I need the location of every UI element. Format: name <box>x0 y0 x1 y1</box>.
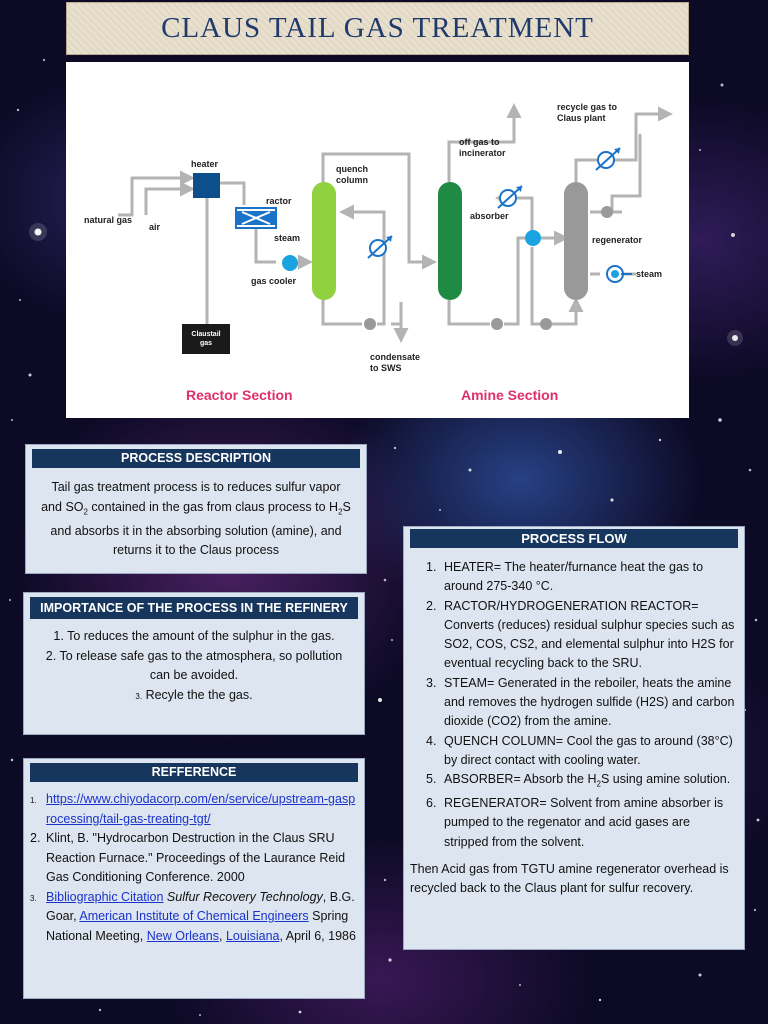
label-amine-section: Amine Section <box>461 387 559 403</box>
absorber-column <box>438 182 462 300</box>
label-gas-cooler: gas cooler <box>251 276 297 286</box>
label-condensate-1: condensate <box>370 352 421 362</box>
process-description-heading: PROCESS DESCRIPTION <box>32 449 360 468</box>
reboiler <box>607 266 632 282</box>
quench-column <box>312 182 336 300</box>
list-item: 2. Klint, B. "Hydrocarbon Destruction in the Claus SRU Reaction Furnace." Proceedings of the Laurance Reid Gas Conditioning Conference. 2000 <box>30 831 346 884</box>
lean-rich-exchanger <box>525 230 541 246</box>
list-item: 6. REGENERATOR= Solvent from amine absorber is pumped to the regenator and acid gases are stripped from the solvent. <box>426 796 724 849</box>
reflux-pump <box>601 206 613 218</box>
label-off-gas-2: incinerator <box>459 148 506 158</box>
reference-list <box>24 782 364 946</box>
label-reactor: ractor <box>266 196 292 206</box>
title-banner <box>66 2 689 55</box>
regenerator-column <box>564 182 588 300</box>
label-off-gas-1: off gas to <box>459 137 500 147</box>
list-item: 1. To reduces the amount of the sulphur in the gas. <box>53 629 335 643</box>
reference-panel <box>23 758 365 999</box>
reactor-unit <box>236 208 276 228</box>
list-item: 2. To release safe gas to the atmosphera, so pollution can be avoided. <box>45 648 343 682</box>
label-steam: steam <box>274 233 301 243</box>
label-absorber: absorber <box>470 211 509 221</box>
list-item: 3. Recyle the the gas. <box>135 687 253 702</box>
citation-link[interactable]: Bibliographic Citation <box>46 889 164 904</box>
quench-heat-exchanger <box>368 236 392 258</box>
label-quench-2: column <box>336 175 369 185</box>
label-air: air <box>149 222 161 232</box>
claus-tail-gas-box <box>182 324 230 354</box>
list-item: 4. QUENCH COLUMN= Cool the gas to around (38°C) by direct contact with cooling water. <box>426 733 733 767</box>
process-flow-heading: PROCESS FLOW <box>410 529 738 548</box>
label-regenerator: regenerator <box>592 235 643 245</box>
list-item: 3. STEAM= Generated in the reboiler, heats the amine and removes the hydrogen sulfide (H2S) and carbon dioxide (CO2) from the amine. <box>426 675 735 729</box>
process-description-text <box>26 468 366 571</box>
importance-list <box>24 619 364 706</box>
new-orleans-link[interactable]: New Orleans <box>146 928 220 943</box>
label-steam-2: steam <box>636 269 663 279</box>
reference-link-chiyoda[interactable]: https://www.chiyodacorp.com/en/service/upstream-gasprocessing/tail-gas-treating-tgt/ <box>46 792 356 826</box>
label-heater: heater <box>191 159 219 169</box>
page-title: CLAUS TAIL GAS TREATMENT <box>161 12 594 44</box>
label-recycle-1: recycle gas to <box>557 102 618 112</box>
label-condensate-2: to SWS <box>370 363 402 373</box>
process-flow-diagram <box>66 62 689 418</box>
list-item: 3. Bibliographic Citation Sulfur Recovery Technology, B.G. Goar, American Institute of Chemical Engineers Spring National Meeting, New Orleans, Louisiana, April 6, 1986 <box>30 889 356 943</box>
process-flow-list <box>404 548 744 852</box>
desc-line-2: and $SO_2$ contained in the gas from claus process to $H_2S$ <box>41 499 351 516</box>
importance-panel <box>23 592 365 735</box>
label-claus-tail-gas-1: Claustail <box>191 331 221 338</box>
list-item: 5. ABSORBER= Absorb the $H_2S$ using amine solution. <box>426 772 731 789</box>
label-claus-tail-gas-2: gas <box>199 340 213 347</box>
list-item: 1. https://www.chiyodacorp.com/en/service/upstream-gasprocessing/tail-gas-treating-tgt/ <box>30 792 356 826</box>
label-natural-gas: natural gas <box>84 215 133 225</box>
heater-unit <box>193 173 220 198</box>
list-item: 1. HEATER= The heater/furnance heat the gas to around 275-340 °C. <box>426 560 704 594</box>
reference-heading: REFFERENCE <box>30 763 358 782</box>
importance-heading: IMPORTANCE OF THE PROCESS IN THE REFINERY <box>30 597 358 619</box>
desc-line-4: returns it to the Claus process <box>112 543 280 557</box>
desc-line-3: and absorbs it in the absorbing solution (amine), and <box>50 523 342 538</box>
gas-cooler <box>282 255 298 271</box>
process-flow-panel <box>403 526 745 950</box>
label-recycle-2: Claus plant <box>557 113 606 123</box>
regenerator-pump <box>540 318 552 330</box>
label-quench-1: quench <box>336 164 369 174</box>
aiche-link[interactable]: American Institute of Chemical Engineers <box>79 909 309 923</box>
process-diagram-svg <box>66 62 689 418</box>
label-reactor-section: Reactor Section <box>186 387 293 403</box>
quench-pump <box>364 318 376 330</box>
process-flow-closing: Then Acid gas from TGTU amine regenerator overhead is recycled back to the Claus plant for sulfur recovery. <box>410 861 729 896</box>
list-item: 2. RACTOR/HYDROGENERATION REACTOR= Converts (reduces) residual sulphur species such as SO2, COS, CS2, and elemental sulphur into H2S for eventual recycling back to the SRU. <box>426 598 735 671</box>
louisiana-link[interactable]: Louisiana <box>225 928 280 943</box>
process-description-panel <box>25 444 367 574</box>
absorber-pump <box>491 318 503 330</box>
desc-line-1: Tail gas treatment process is to reduces sulfur vapor <box>51 480 341 494</box>
